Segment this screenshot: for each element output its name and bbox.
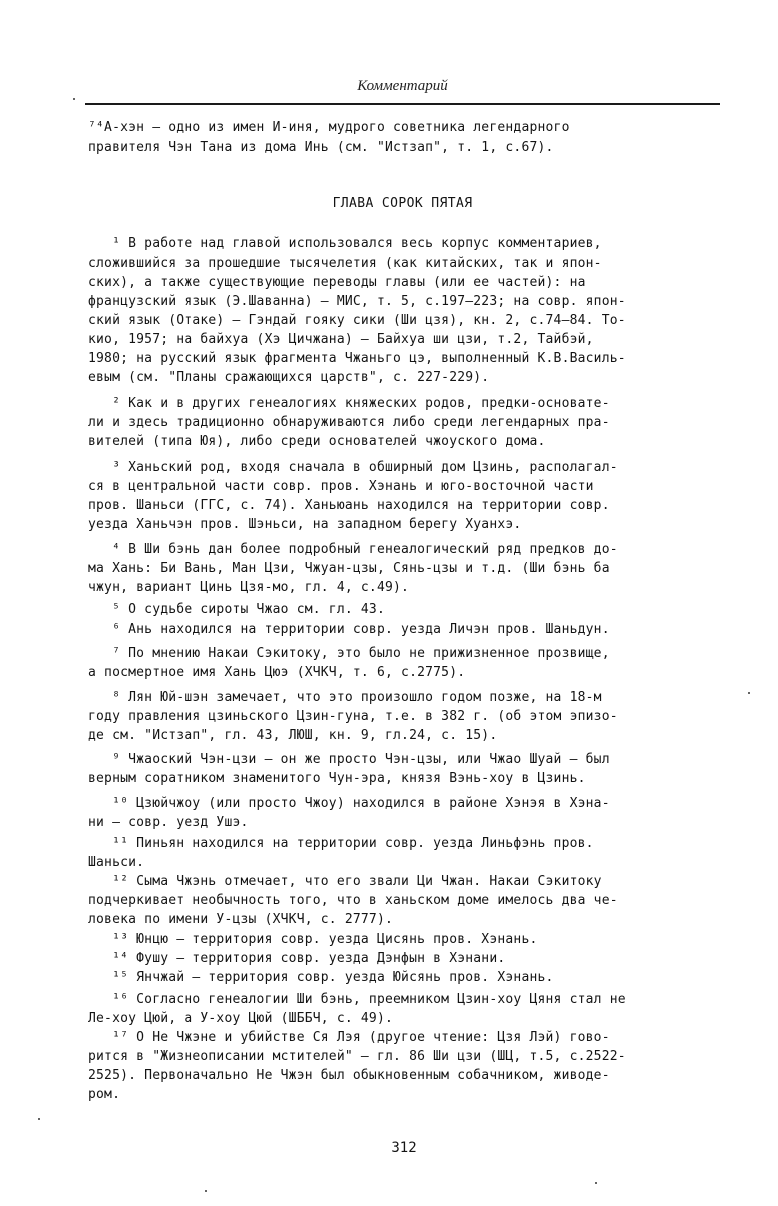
note-8-line-2: году правления цзиньского Цзин-гуна, т.е. в 382 г. (об этом эпизо- [88, 709, 618, 724]
note-10-line-2: ни — совр. уезд Ушэ. [88, 815, 249, 830]
note-1-line-4: французский язык (Э.Шаванна) — МИС, т. 5, с.197—223; на совр. япон- [88, 294, 626, 309]
note-17-line-4: ром. [88, 1087, 121, 1102]
note-9-line-1: ⁹ Чжаоский Чэн-цзи — он же просто Чэн-цзы, или Чжао Шуай — был [88, 752, 610, 767]
note-2-line-2: ли и здесь традиционно обнаруживаются либо среди легендарных пра- [88, 415, 610, 430]
note-7-line-1: ⁷ По мнению Накаи Сэкитоку, это было не прижизненное прозвище, [88, 646, 610, 661]
note-11-line-2: Шаньси. [88, 855, 145, 870]
note-1-line-3: ских), а также существующие переводы главы (или ее частей): на [88, 275, 586, 290]
page-number: 312 [391, 1140, 417, 1156]
note-9-line-2: верным соратником знаменитого Чун-эра, князя Вэнь-хоу в Цзинь. [88, 771, 586, 786]
note-17-line-3: 2525). Первоначально Не Чжэн был обыкновенным собачником, живоде- [88, 1068, 610, 1083]
note-1-line-2: сложившийся за прошедшие тысячелетия (как китайских, так и япон- [88, 256, 602, 271]
note-1-line-1: ¹ В работе над главой использовался весь корпус комментариев, [88, 236, 602, 251]
note-16-line-1: ¹⁶ Согласно генеалогии Ши бэнь, преемником Цзин-хоу Цяня стал не [88, 992, 626, 1007]
scan-speck [748, 692, 750, 694]
chapter-title: ГЛАВА СОРОК ПЯТАЯ [332, 196, 473, 211]
note-13-line-1: ¹³ Юнцю — территория совр. уезда Цисянь пров. Хэнань. [88, 932, 538, 947]
note-3-line-3: пров. Шаньси (ГГС, с. 74). Ханьюань находился на территории совр. [88, 498, 610, 513]
note-4-line-2: ма Хань: Би Вань, Ман Цзи, Чжуан-цзы, Сянь-цзы и т.д. (Ши бэнь ба [88, 561, 610, 576]
running-head: Комментарий [357, 78, 448, 94]
note-5-line-1: ⁵ О судьбе сироты Чжао см. гл. 43. [88, 602, 385, 617]
scan-speck [38, 1118, 40, 1120]
note-17-line-1: ¹⁷ О Не Чжэне и убийстве Ся Лэя (другое чтение: Цзя Лэй) гово- [88, 1030, 610, 1045]
note-3-line-4: уезда Ханьчэн пров. Шэньси, на западном берегу Хуанхэ. [88, 517, 522, 532]
note-12-line-3: ловека по имени У-цзы (ХЧКЧ, с. 2777). [88, 912, 394, 927]
note-1-line-8: евым (см. "Планы сражающихся царств", с. 227-229). [88, 370, 490, 385]
note-14-line-1: ¹⁴ Фушу — территория совр. уезда Дэнфын в Хэнани. [88, 951, 506, 966]
note-2-line-3: вителей (типа Юя), либо среди основателей чжоуского дома. [88, 434, 546, 449]
note-4-line-1: ⁴ В Ши бэнь дан более подробный генеалогический ряд предков до- [88, 542, 618, 557]
scan-speck [595, 1182, 597, 1184]
note-74-line-2: правителя Чэн Тана из дома Инь (см. "Истзап", т. 1, с.67). [88, 140, 554, 155]
note-1-line-7: 1980; на русский язык фрагмента Чжаньго цэ, выполненный К.В.Василь- [88, 351, 626, 366]
note-15-line-1: ¹⁵ Янчжай — территория совр. уезда Юйсянь пров. Хэнань. [88, 970, 554, 985]
scan-speck [205, 1190, 207, 1192]
note-16-line-2: Ле-хоу Цюй, а У-хоу Цюй (ШББЧ, с. 49). [88, 1011, 394, 1026]
note-11-line-1: ¹¹ Пиньян находился на территории совр. уезда Линьфэнь пров. [88, 836, 594, 851]
note-7-line-2: а посмертное имя Хань Цюэ (ХЧКЧ, т. 6, с.2775). [88, 665, 466, 680]
note-1-line-6: кио, 1957; на байхуа (Хэ Цичжана) — Байхуа ши цзи, т.2, Тайбэй, [88, 332, 594, 347]
note-74-line-1: ⁷⁴А-хэн — одно из имен И-иня, мудрого советника легендарного [88, 120, 570, 135]
note-12-line-2: подчеркивает необычность того, что в ханьском доме имелось два че- [88, 893, 618, 908]
header-rule [85, 103, 720, 105]
note-3-line-1: ³ Ханьский род, входя сначала в обширный дом Цзинь, располагал- [88, 460, 618, 475]
note-2-line-1: ² Как и в других генеалогиях княжеских родов, предки-основате- [88, 396, 610, 411]
note-10-line-1: ¹⁰ Цзюйчжоу (или просто Чжоу) находился в районе Хэнэя в Хэна- [88, 796, 610, 811]
note-8-line-3: де см. "Истзап", гл. 43, ЛЮШ, кн. 9, гл.24, с. 15). [88, 728, 498, 743]
note-3-line-2: ся в центральной части совр. пров. Хэнань и юго-восточной части [88, 479, 594, 494]
note-1-line-5: ский язык (Отаке) — Гэндай гояку сики (Ши цзя), кн. 2, с.74—84. То- [88, 313, 626, 328]
note-4-line-3: чжун, вариант Цинь Цзя-мо, гл. 4, с.49). [88, 580, 410, 595]
note-17-line-2: рится в "Жизнеописании мстителей" — гл. 86 Ши цзи (ШЦ, т.5, с.2522- [88, 1049, 626, 1064]
note-6-line-1: ⁶ Ань находился на территории совр. уезда Личэн пров. Шаньдун. [88, 622, 610, 637]
note-8-line-1: ⁸ Лян Юй-шэн замечает, что это произошло годом позже, на 18-м [88, 690, 602, 705]
scan-speck [73, 98, 75, 100]
note-12-line-1: ¹² Сыма Чжэнь отмечает, что его звали Ци Чжан. Накаи Сэкитоку [88, 874, 602, 889]
